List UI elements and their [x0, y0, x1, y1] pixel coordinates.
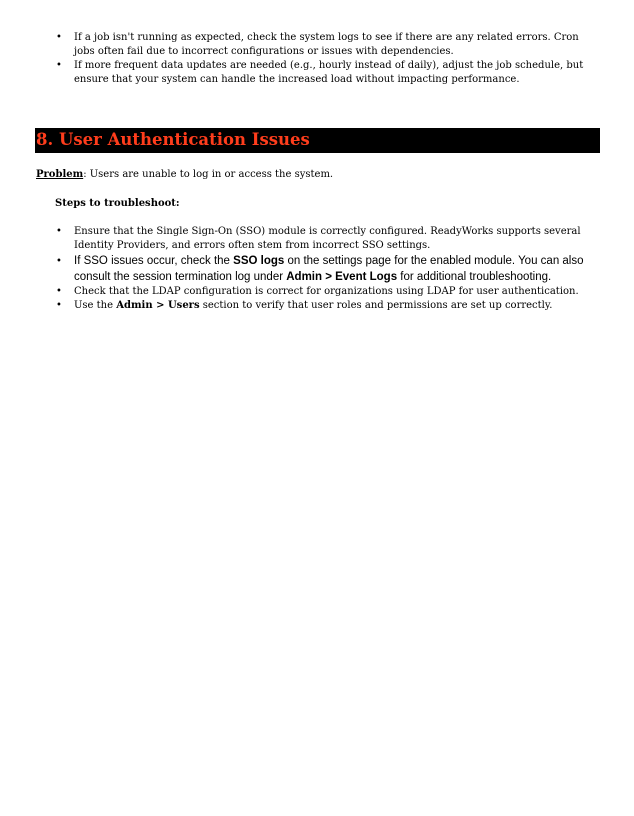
admin-users-reference: Admin > Users [116, 300, 200, 311]
bullet-icon: • [56, 32, 62, 43]
cron-tips-list [36, 31, 596, 87]
problem-label: Problem [36, 169, 84, 180]
list-item [36, 299, 596, 313]
event-logs-reference: Admin > Event Logs [286, 270, 398, 283]
bullet-icon: • [56, 286, 62, 297]
section-title: 8. User Authentication Issues [36, 130, 310, 149]
list-item-text: If more frequent data updates are needed (e.g., hourly instead of daily), adjust the job schedule, but ensure that your system can handle the increased load without impacting performance. [74, 60, 584, 85]
section-header [35, 128, 600, 153]
list-item-text: Ensure that the Single Sign-On (SSO) module is correctly configured. ReadyWorks supports several Identity Providers, and errors often stem from incorrect SSO settings. [74, 226, 581, 251]
list-item [36, 254, 596, 285]
bullet-icon: • [56, 226, 62, 237]
list-item [36, 285, 596, 299]
list-item [36, 59, 596, 87]
list-item-text: Check that the LDAP configuration is correct for organizations using LDAP for user authentication. [74, 286, 579, 297]
list-item-text: If SSO issues occur, check the SSO logs on the settings page for the enabled module. You can also consult the session termination log under Admin > Event Logs for additional troubleshooting. [74, 255, 584, 283]
bullet-icon: • [56, 256, 62, 267]
problem-statement [36, 168, 333, 182]
list-item-text: Use the Admin > Users section to verify that user roles and permissions are set up correctly. [74, 300, 553, 311]
problem-text: : Users are unable to log in or access the system. [83, 169, 334, 180]
bullet-icon: • [56, 300, 62, 311]
troubleshooting-steps-list [36, 225, 596, 313]
sso-logs-reference: SSO logs [233, 255, 285, 267]
bullet-icon: • [56, 60, 62, 71]
list-item [36, 225, 596, 253]
steps-heading: Steps to troubleshoot: [55, 198, 180, 209]
list-item [36, 31, 596, 59]
list-item-text: If a job isn't running as expected, check the system logs to see if there are any related errors. Cron jobs often fail due to incorrect configurations or issues with dependencies. [74, 32, 579, 57]
